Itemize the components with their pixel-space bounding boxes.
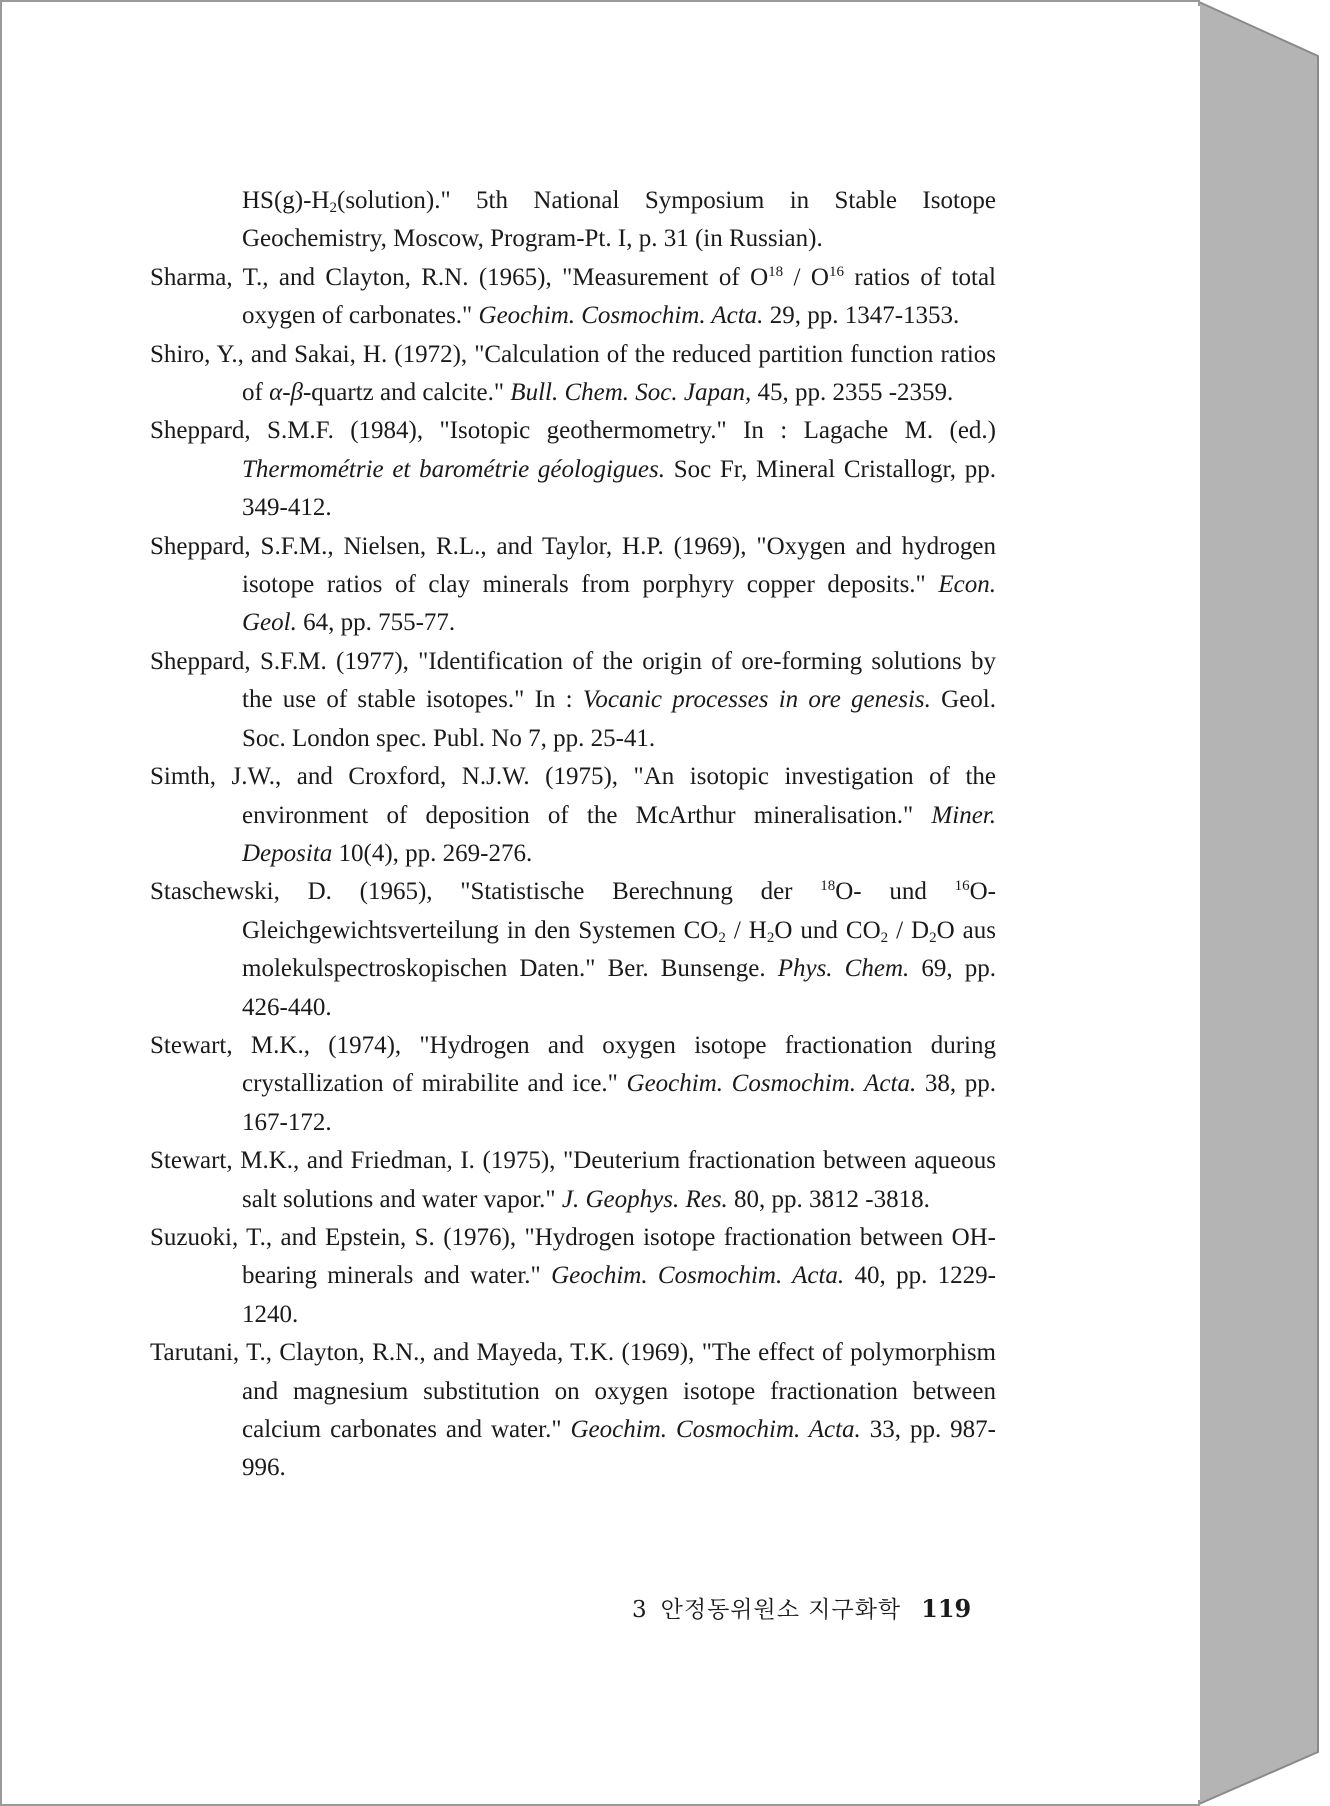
reference-text: Suzuoki, T., and Epstein, S. (1976), "Hydrogen isotope fractionation between OH-bearing minerals and water." (150, 1223, 996, 1290)
reference-entry (150, 1027, 996, 1142)
reference-entry (150, 1142, 996, 1219)
reference-text: 10(4), pp. 269-276. (332, 839, 533, 867)
reference-italic-text: Geochim. Cosmochim. Acta. (626, 1070, 917, 1098)
reference-entry (150, 182, 996, 259)
reference-text: O und CO (774, 916, 881, 944)
reference-text: Geol. Soc. London spec. Publ. No 7, pp. 25-41. (242, 686, 996, 752)
reference-text: Sheppard, S.F.M., Nielsen, R.L., and Taylor, H.P. (1969), "Oxygen and hydrogen isotope ratios of clay minerals from porphyry copper deposits." (150, 532, 996, 599)
reference-entry (150, 643, 996, 758)
reference-italic-text: Geochim. Cosmochim. Acta. (570, 1416, 861, 1443)
book-spine (1199, 2, 1318, 1804)
reference-text: 69, pp. 426-440. (242, 955, 997, 1021)
reference-text: Stewart, M.K., and Friedman, I. (1975), "Deuterium fractionation between aqueous salt solutions and water vapor." (150, 1147, 996, 1213)
page-number: 119 (921, 1594, 972, 1623)
reference-text: ratios of total oxygen of carbonates." (242, 263, 996, 330)
reference-text: 64, pp. 755-77. (296, 609, 456, 637)
reference-italic-text: Vocanic processes in ore genesis. (582, 686, 931, 714)
reference-text: Soc Fr, Mineral Cristallogr, pp. 349-412. (242, 455, 996, 522)
reference-entry (150, 528, 996, 643)
reference-text: HS(g)-H (242, 187, 330, 214)
reference-italic-text: Phys. Chem. (777, 955, 910, 983)
reference-text: 40, pp. 1229-1240. (242, 1262, 996, 1328)
reference-text: Staschewski, D. (1965), "Statistische Berechnung der (150, 878, 821, 906)
subscript: 2 (766, 929, 775, 946)
reference-text: / H (725, 916, 767, 944)
subscript: 2 (929, 929, 937, 946)
reference-italic-text: Thermométrie et barométrie géologigues. (242, 455, 665, 483)
reference-text: 29, pp. 1347-1353. (763, 302, 960, 330)
reference-entry (150, 1334, 996, 1488)
reference-text: Simth, J.W., and Croxford, N.J.W. (1975), "An isotopic investigation of the environment of deposition of the McArthur mineralisation." (150, 763, 996, 829)
reference-italic-text: Geochim. Cosmochim. Acta. (478, 302, 764, 330)
reference-text: 80, pp. 3812 -3818. (727, 1185, 930, 1213)
reference-text: Sheppard, S.M.F. (1984), "Isotopic geothermometry." In : Lagache M. (ed.) (150, 417, 996, 445)
subscript: 2 (329, 200, 337, 216)
reference-list (150, 182, 996, 1488)
reference-text: Sharma, T., and Clayton, R.N. (1965), "Measurement of O (150, 263, 769, 291)
reference-italic-text: J. Geophys. Res. (561, 1185, 728, 1213)
reference-text: Tarutani, T., Clayton, R.N., and Mayeda, T.K. (1969), "The effect of polymorphism and magnesium substitution on oxygen isotope fractionation between calcium carbonates and water." (150, 1339, 996, 1443)
subscript: 2 (880, 929, 889, 946)
reference-entry (150, 758, 996, 873)
reference-text: (solution)." 5th National Symposium in Stable Isotope Geochemistry, Moscow, Program-Pt. I, p. 31 (in Russian). (242, 187, 996, 253)
reference-text: Stewart, M.K., (1974), "Hydrogen and oxygen isotope fractionation during crystallization of mirabilite and ice." (150, 1031, 996, 1098)
reference-text: O-Gleichgewichtsverteilung in den Systemen CO (242, 878, 996, 944)
superscript: 16 (828, 263, 844, 280)
reference-entry (150, 336, 996, 413)
reference-text: -quartz and calcite." (302, 379, 511, 407)
page-footer (632, 1591, 971, 1624)
reference-italic-text: Econ. Geol. (242, 571, 996, 637)
reference-italic-text: α-β (269, 379, 303, 407)
reference-text: / O (783, 263, 829, 291)
chapter-number: 3 (632, 1597, 647, 1623)
superscript: 16 (954, 878, 970, 895)
running-title: 안정동위원소 지구화학 (660, 1597, 902, 1623)
reference-entry (150, 412, 996, 527)
superscript: 18 (768, 263, 784, 280)
reference-text: Shiro, Y., and Sakai, H. (1972), "Calculation of the reduced partition function ratios of (150, 340, 996, 407)
superscript: 18 (820, 878, 836, 895)
reference-text: O aus molekulspectroskopischen Daten." Ber. Bunsenge. (242, 916, 997, 983)
reference-text: / D (888, 916, 930, 944)
reference-text: 45, pp. 2355 -2359. (751, 379, 954, 407)
book-page (6, 6, 1200, 1800)
reference-text: 38, pp. 167-172. (242, 1070, 996, 1136)
reference-text: Sheppard, S.F.M. (1977), "Identification of the origin of ore-forming solutions by the use of stable isotopes." In : (150, 647, 996, 714)
reference-text: O- und (835, 878, 955, 906)
reference-text: 33, pp. 987-996. (242, 1416, 996, 1482)
subscript: 2 (718, 929, 726, 946)
reference-entry (150, 1219, 996, 1334)
reference-italic-text: Geochim. Cosmochim. Acta. (551, 1262, 845, 1290)
reference-italic-text: Miner. Deposita (242, 801, 996, 867)
reference-entry (150, 873, 996, 1027)
reference-italic-text: Bull. Chem. Soc. Japan, (510, 379, 752, 407)
reference-entry (150, 259, 996, 336)
